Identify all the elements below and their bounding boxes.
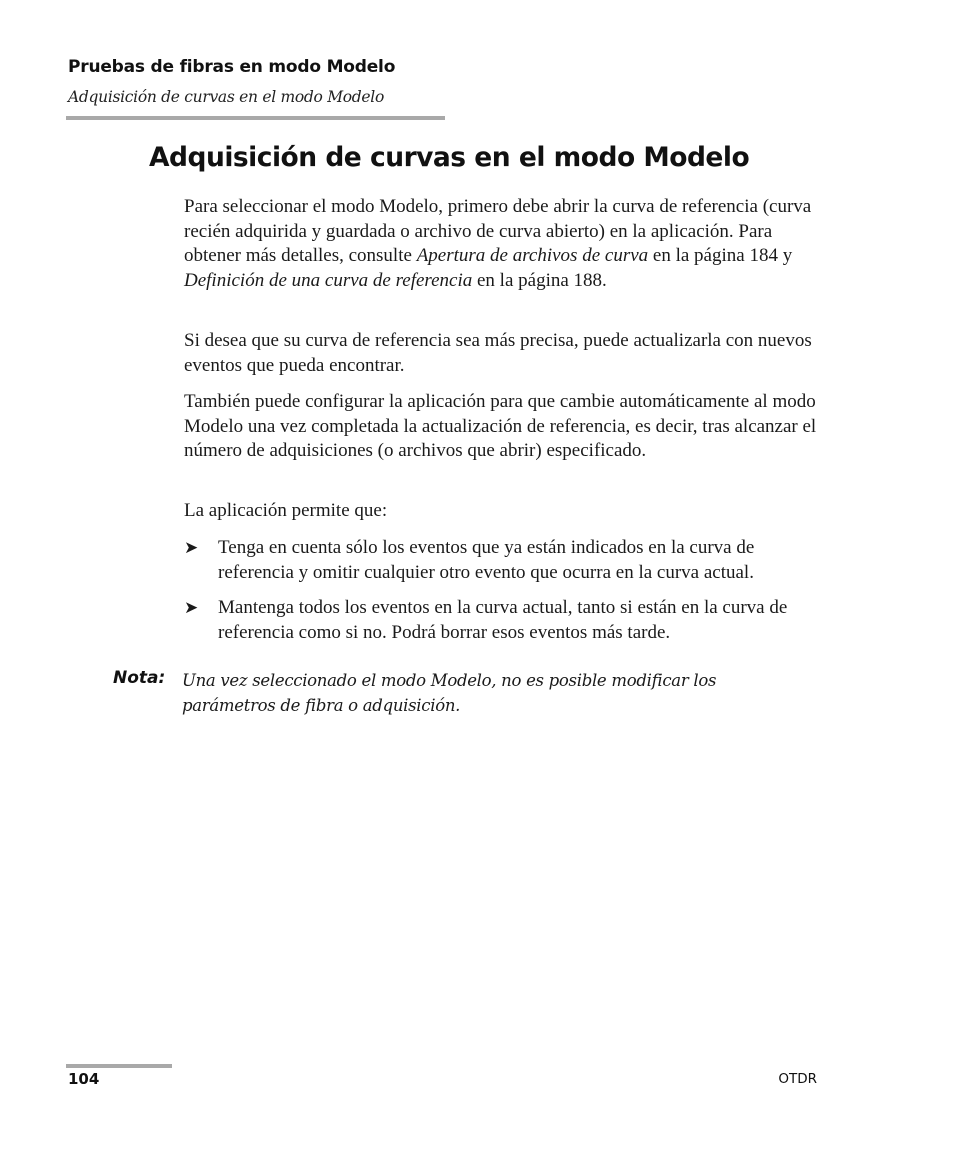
- list-item-text: Tenga en cuenta sólo los eventos que ya están indicados en la curva de referencia y omitir cualquier otro evento que ocurra en la curva actual.: [218, 537, 755, 583]
- note-text: Una vez seleccionado el modo Modelo, no es posible modificar los parámetros de fibra o adquisición.: [182, 671, 717, 715]
- arrow-bullet-icon: ➤: [184, 538, 199, 558]
- cross-reference-link[interactable]: Definición de una curva de referencia: [184, 269, 473, 291]
- header-divider: [66, 116, 445, 120]
- list-item-text: Mantenga todos los eventos en la curva actual, tanto si están en la curva de referencia como si no. Podrá borrar esos eventos más tarde.: [218, 597, 788, 643]
- page-title: Adquisición de curvas en el modo Modelo: [149, 142, 750, 173]
- note-label: Nota:: [113, 668, 166, 688]
- footer-divider: [66, 1064, 172, 1068]
- arrow-bullet-icon: ➤: [184, 598, 199, 618]
- paragraph-intro-text-b: en la página 184 y: [648, 245, 793, 266]
- paragraph-precision: Si desea que su curva de referencia sea más precisa, puede actualizarla con nuevos eventos que pueda encontrar.: [184, 330, 812, 376]
- section-subtitle: Adquisición de curvas en el modo Modelo: [68, 88, 384, 106]
- cross-reference-link[interactable]: Apertura de archivos de curva: [416, 245, 649, 266]
- chapter-title: Pruebas de fibras en modo Modelo: [68, 57, 396, 77]
- paragraph-list-intro: La aplicación permite que:: [184, 500, 388, 521]
- paragraph-intro-text-c: en la página 188.: [472, 269, 607, 291]
- paragraph-auto-switch: También puede configurar la aplicación para que cambie automáticamente al modo Modelo una vez completada la actualización de referencia, es decir, tras alcanzar el número de adquisiciones (o archivos que abrir) especificado.: [184, 391, 817, 461]
- paragraph-intro-text-a: Para seleccionar el modo Modelo, primero debe abrir la curva de referencia (curva recién adquirida y guardada o archivo de curva abierto) en la aplicación. Para obtener más detalles, consulte: [184, 196, 812, 266]
- page-number: 104: [68, 1070, 100, 1088]
- product-name: OTDR: [778, 1071, 817, 1087]
- paragraph-intro: [184, 195, 824, 293]
